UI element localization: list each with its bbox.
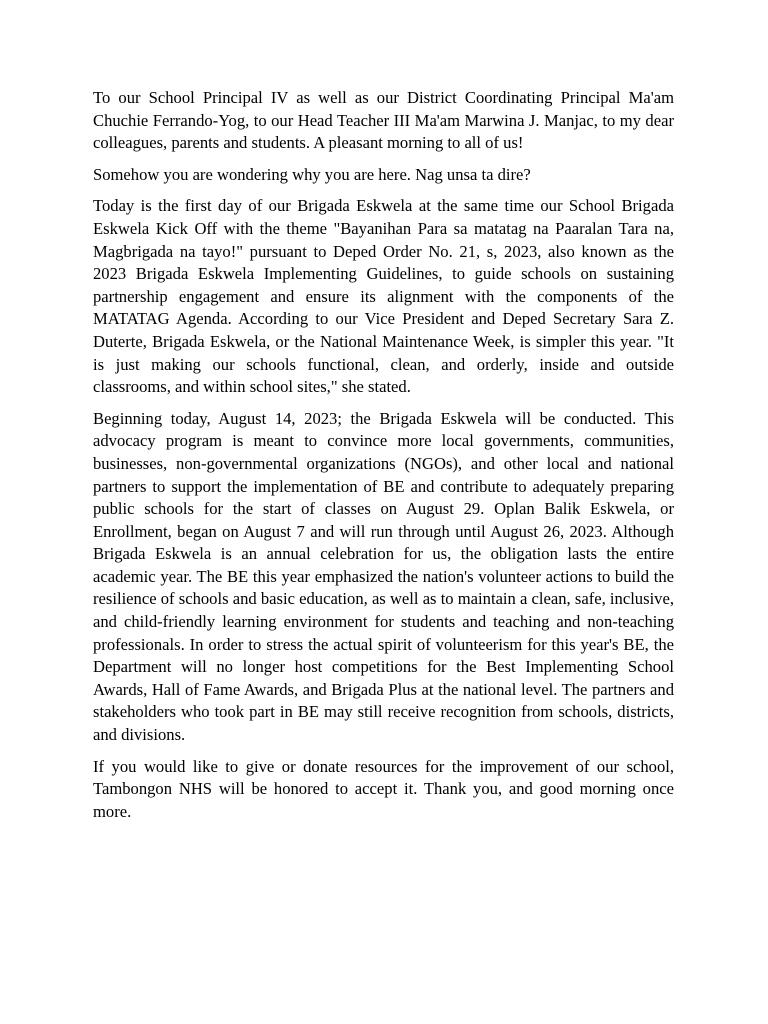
paragraph-program-details: Beginning today, August 14, 2023; the Brigada Eskwela will be conducted. This advocacy program is meant to convince more local governments, communities, businesses, non-governmental organizations (NGOs), and other local and national partners to support the implementation of BE and contribute to adequately preparing public schools for the start of classes on August 29. Oplan Balik Eskwela, or Enrollment, began on August 7 and will run through until August 26, 2023. Although Brigada Eskwela is an annual celebration for us, the obligation lasts the entire academic year. The BE this year emphasized the nation's volunteer actions to build the resilience of schools and basic education, as well as to maintain a clean, safe, inclusive, and child-friendly learning environment for students and teaching and non-teaching professionals. In order to stress the actual spirit of volunteerism for this year's BE, the Department will no longer host competitions for the Best Implementing School Awards, Hall of Fame Awards, and Brigada Plus at the national level. The partners and stakeholders who took part in BE may still receive recognition from schools, districts, and divisions. [93, 408, 674, 745]
document-page [93, 87, 674, 832]
paragraph-kickoff: Today is the first day of our Brigada Eskwela at the same time our School Brigada Eskwela Kick Off with the theme "Bayanihan Para sa matatag na Paaralan Tara na, Magbrigada na tayo!" pursuant to Deped Order No. 21, s, 2023, also known as the 2023 Brigada Eskwela Implementing Guidelines, to guide schools on sustaining partnership engagement and ensure its alignment with the components of the MATATAG Agenda. According to our Vice President and Deped Secretary Sara Z. Duterte, Brigada Eskwela, or the National Maintenance Week, is simpler this year. "It is just making our schools functional, clean, and orderly, inside and outside classrooms, and within school sites," she stated. [93, 196, 674, 397]
paragraph-question: Somehow you are wondering why you are here. Nag unsa ta dire? [93, 164, 531, 184]
paragraph-closing: If you would like to give or donate resources for the improvement of our school, Tambongon NHS will be honored to accept it. Thank you, and good morning once more. [93, 756, 674, 821]
paragraph-greeting: To our School Principal IV as well as our District Coordinating Principal Ma'am Chuchie Ferrando-Yog, to our Head Teacher III Ma'am Marwina J. Manjac, to my dear colleagues, parents and students. A pleasant morning to all of us! [93, 88, 674, 153]
